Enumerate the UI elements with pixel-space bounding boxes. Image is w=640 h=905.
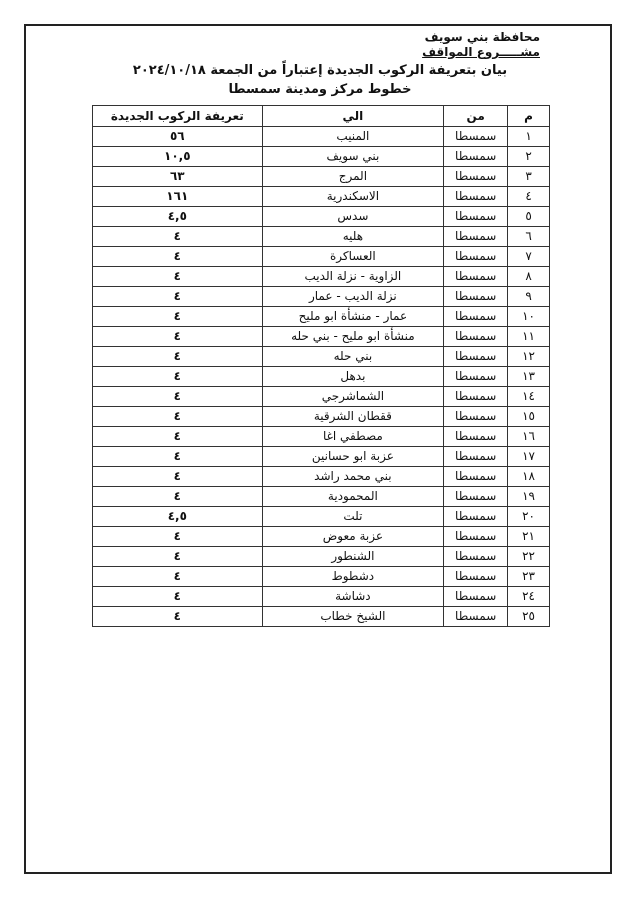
row-number: ١٣ (508, 367, 550, 387)
row-number: ١٨ (508, 467, 550, 487)
destination-cell: تلت (262, 507, 444, 527)
row-number: ٢٥ (508, 607, 550, 627)
row-number: ١٦ (508, 427, 550, 447)
fare-cell: ٤ (93, 447, 263, 467)
origin-cell: سمسطا (444, 287, 508, 307)
table-row (93, 547, 550, 567)
table-row (93, 487, 550, 507)
fare-cell: ٤ (93, 287, 263, 307)
origin-cell: سمسطا (444, 367, 508, 387)
fare-cell: ١٦١ (93, 187, 263, 207)
destination-cell: سدس (262, 207, 444, 227)
row-number: ١٢ (508, 347, 550, 367)
column-header-to: الي (262, 106, 444, 127)
destination-cell: عمار - منشأة ابو مليح (262, 307, 444, 327)
table-row (93, 167, 550, 187)
origin-cell: سمسطا (444, 207, 508, 227)
origin-cell: سمسطا (444, 607, 508, 627)
row-number: ٢١ (508, 527, 550, 547)
table-row (93, 267, 550, 287)
table-header-row (93, 106, 550, 127)
table-row (93, 147, 550, 167)
table-row (93, 287, 550, 307)
table-row (93, 607, 550, 627)
document-title: بيان بتعريفة الركوب الجديدة إعتباراً من الجمعة ٢٠٢٤/١٠/١٨ (132, 63, 508, 78)
origin-cell: سمسطا (444, 267, 508, 287)
row-number: ٩ (508, 287, 550, 307)
fare-cell: ٤ (93, 487, 263, 507)
origin-cell: سمسطا (444, 327, 508, 347)
fare-cell: ٥٦ (93, 127, 263, 147)
destination-cell: دشطوط (262, 567, 444, 587)
origin-cell: سمسطا (444, 487, 508, 507)
row-number: ٤ (508, 187, 550, 207)
fare-cell: ٤ (93, 347, 263, 367)
fare-cell: ٤ (93, 387, 263, 407)
row-number: ٢ (508, 147, 550, 167)
table-row (93, 507, 550, 527)
row-number: ٢٣ (508, 567, 550, 587)
fare-cell: ٤ (93, 367, 263, 387)
destination-cell: الاسكندرية (262, 187, 444, 207)
table-row (93, 247, 550, 267)
fare-cell: ٤ (93, 527, 263, 547)
fare-table (92, 105, 550, 627)
destination-cell: المحمودية (262, 487, 444, 507)
row-number: ١١ (508, 327, 550, 347)
destination-cell: المرج (262, 167, 444, 187)
destination-cell: بني محمد راشد (262, 467, 444, 487)
fare-cell: ٤ (93, 427, 263, 447)
row-number: ٦ (508, 227, 550, 247)
destination-cell: الزاوية - نزلة الديب (262, 267, 444, 287)
origin-cell: سمسطا (444, 427, 508, 447)
row-number: ١ (508, 127, 550, 147)
destination-cell: دشاشة (262, 587, 444, 607)
origin-cell: سمسطا (444, 227, 508, 247)
destination-cell: نزلة الديب - عمار (262, 287, 444, 307)
origin-cell: سمسطا (444, 527, 508, 547)
origin-cell: سمسطا (444, 507, 508, 527)
project-name: مشـــــروع المواقف (422, 45, 540, 59)
fare-cell: ٤ (93, 587, 263, 607)
fare-cell: ٦٣ (93, 167, 263, 187)
origin-cell: سمسطا (444, 167, 508, 187)
row-number: ٢٤ (508, 587, 550, 607)
fare-cell: ٤,٥ (93, 207, 263, 227)
row-number: ٢٢ (508, 547, 550, 567)
origin-cell: سمسطا (444, 467, 508, 487)
fare-cell: ٤ (93, 567, 263, 587)
fare-cell: ٤ (93, 227, 263, 247)
table-row (93, 587, 550, 607)
table-row (93, 467, 550, 487)
fare-cell: ٤ (93, 607, 263, 627)
table-row (93, 127, 550, 147)
table-row (93, 527, 550, 547)
row-number: ٧ (508, 247, 550, 267)
destination-cell: مصطفي اغا (262, 427, 444, 447)
fare-cell: ٤ (93, 247, 263, 267)
column-header-fare: تعريفة الركوب الجديدة (93, 106, 263, 127)
row-number: ١٥ (508, 407, 550, 427)
column-header-from: من (444, 106, 508, 127)
table-row (93, 407, 550, 427)
fare-cell: ١٠,٥ (93, 147, 263, 167)
row-number: ١٠ (508, 307, 550, 327)
destination-cell: المنيب (262, 127, 444, 147)
destination-cell: بني حله (262, 347, 444, 367)
origin-cell: سمسطا (444, 127, 508, 147)
table-row (93, 567, 550, 587)
destination-cell: ققطان الشرقية (262, 407, 444, 427)
row-number: ٥ (508, 207, 550, 227)
table-row (93, 327, 550, 347)
fare-cell: ٤ (93, 327, 263, 347)
row-number: ٢٠ (508, 507, 550, 527)
destination-cell: الشيخ خطاب (262, 607, 444, 627)
table-row (93, 187, 550, 207)
destination-cell: الشماشرجي (262, 387, 444, 407)
table-row (93, 347, 550, 367)
row-number: ١٩ (508, 487, 550, 507)
origin-cell: سمسطا (444, 447, 508, 467)
fare-cell: ٤ (93, 407, 263, 427)
column-header-number: م (508, 106, 550, 127)
row-number: ٨ (508, 267, 550, 287)
origin-cell: سمسطا (444, 587, 508, 607)
document-header (422, 30, 540, 60)
origin-cell: سمسطا (444, 147, 508, 167)
table-row (93, 367, 550, 387)
destination-cell: منشأة ابو مليح - بني حله (262, 327, 444, 347)
origin-cell: سمسطا (444, 187, 508, 207)
row-number: ١٧ (508, 447, 550, 467)
destination-cell: هليه (262, 227, 444, 247)
destination-cell: العساكرة (262, 247, 444, 267)
row-number: ١٤ (508, 387, 550, 407)
document-subtitle: خطوط مركز ومدينة سمسطا (228, 82, 412, 97)
destination-cell: بني سويف (262, 147, 444, 167)
fare-cell: ٤ (93, 547, 263, 567)
fare-cell: ٤ (93, 267, 263, 287)
fare-cell: ٤,٥ (93, 507, 263, 527)
destination-cell: عزبة ابو حسانين (262, 447, 444, 467)
origin-cell: سمسطا (444, 567, 508, 587)
destination-cell: عزبة معوض (262, 527, 444, 547)
origin-cell: سمسطا (444, 407, 508, 427)
fare-cell: ٤ (93, 307, 263, 327)
table-row (93, 207, 550, 227)
origin-cell: سمسطا (444, 547, 508, 567)
origin-cell: سمسطا (444, 247, 508, 267)
fare-cell: ٤ (93, 467, 263, 487)
destination-cell: بدهل (262, 367, 444, 387)
table-row (93, 427, 550, 447)
origin-cell: سمسطا (444, 307, 508, 327)
origin-cell: سمسطا (444, 387, 508, 407)
table-row (93, 447, 550, 467)
table-row (93, 227, 550, 247)
fare-table-body (93, 127, 550, 627)
table-row (93, 387, 550, 407)
table-row (93, 307, 550, 327)
destination-cell: الشنطور (262, 547, 444, 567)
governorate-name: محافظة بني سويف (424, 30, 540, 44)
origin-cell: سمسطا (444, 347, 508, 367)
row-number: ٣ (508, 167, 550, 187)
